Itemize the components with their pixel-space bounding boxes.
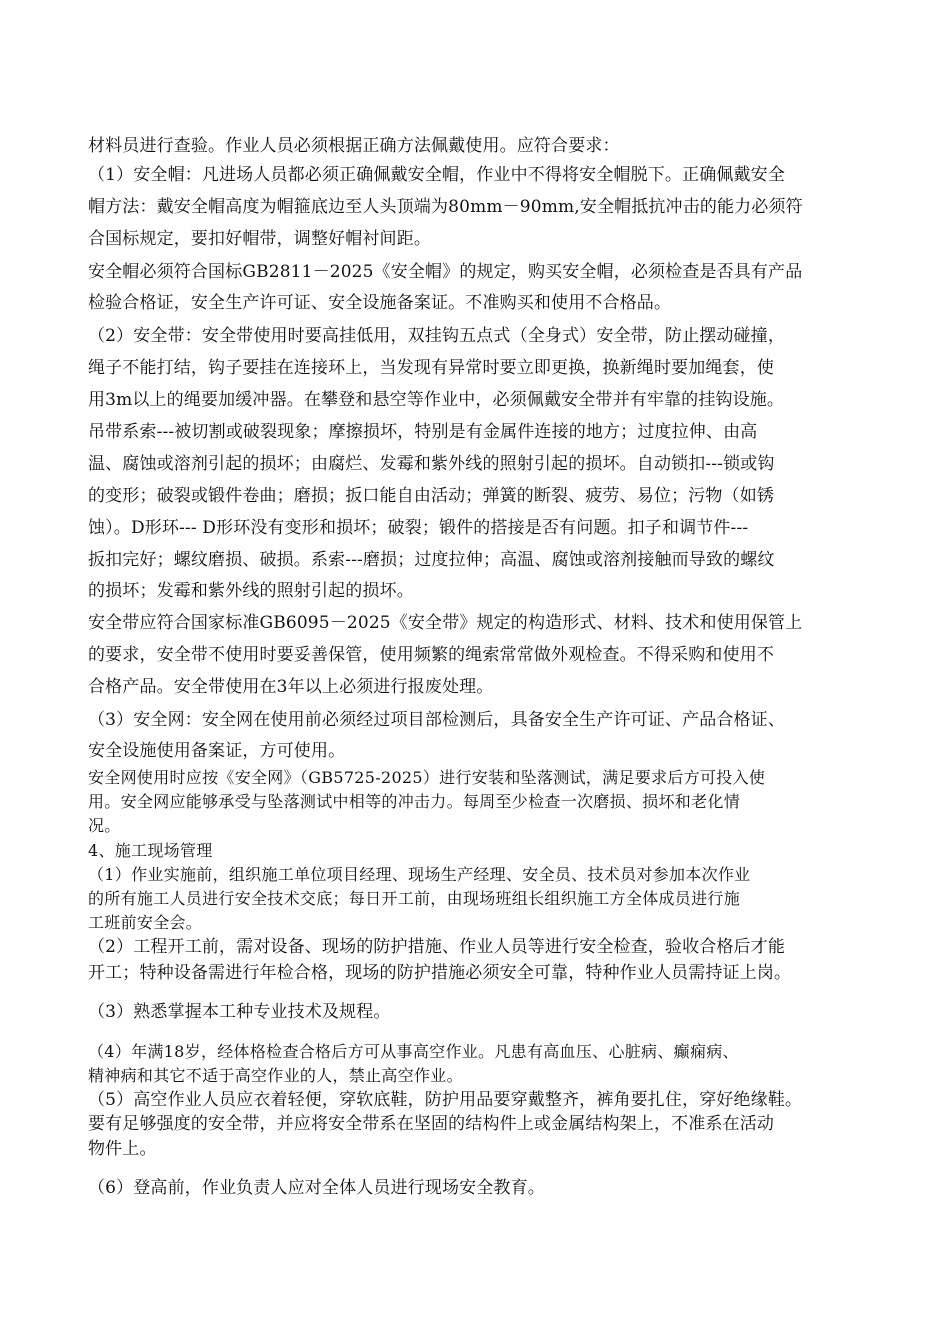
text-line: 物件上。 (88, 1139, 157, 1159)
text-line: 合格产品。安全带使用在3年以上必须进行报废处理。 (88, 677, 494, 697)
text-line: （6）登高前，作业负责人应对全体人员进行现场安全教育。 (88, 1178, 545, 1198)
text-line: 检验合格证，安全生产许可证、安全设施备案证。不准购买和使用不合格品。 (88, 293, 672, 313)
text-line: （5）高空作业人员应衣着轻便，穿软底鞋，防护用品要穿戴整齐，裤角要扎住，穿好绝缘鞋。 (88, 1090, 803, 1110)
text-line: （4）年满18岁，经体格检查合格后方可从事高空作业。凡患有高血压、心脏病、癫痫病、 (88, 1042, 739, 1061)
text-line: 要有足够强度的安全带，并应将安全带系在坚固的结构件上或金属结构架上，不准系在活动 (88, 1114, 774, 1134)
text-line: 合国标规定，要扣好帽带，调整好帽衬间距。 (88, 229, 431, 249)
text-line: 蚀）。D形环--- D形环没有变形和损坏；破裂；锻件的搭接是否有问题。扣子和调节件--- (88, 518, 749, 538)
text-line: 帽方法：戴安全帽高度为帽箍底边至人头顶端为80mm－90mm,安全帽抵抗冲击的能力必须符 (88, 197, 803, 217)
text-line: （1）作业实施前，组织施工单位项目经理、现场生产经理、安全员、技术员对参加本次作业 (88, 865, 751, 884)
text-line: 绳子不能打结，钩子要挂在连接环上，当发现有异常时要立即更换，换新绳时要加绳套，使 (88, 358, 774, 378)
text-line: 工班前安全会。 (88, 913, 203, 932)
text-line: （2）工程开工前，需对设备、现场的防护措施、作业人员等进行安全检查，验收合格后才能 (88, 937, 785, 957)
section-heading: 4、施工现场管理 (88, 841, 213, 860)
text-line: 温、腐蚀或溶剂引起的损坏；由腐烂、发霉和紫外线的照射引起的损坏。自动锁扣---锁或钩 (88, 454, 775, 474)
text-line: 吊带系索---被切割或破裂现象；摩擦损坏，特别是有金属件连接的地方；过度拉伸、由高 (88, 422, 758, 442)
text-line: 的损坏；发霉和紫外线的照射引起的损坏。 (88, 581, 414, 601)
text-line: （3）熟悉掌握本工种专业技术及规程。 (88, 1002, 391, 1022)
text-line: （3）安全网：安全网在使用前必须经过项目部检测后，具备安全生产许可证、产品合格证、 (88, 710, 785, 730)
text-line: 的要求，安全带不使用时要妥善保管，使用频繁的绳索常常做外观检查。不得采购和使用不 (88, 645, 774, 665)
text-line: 开工；特种设备需进行年检合格，现场的防护措施必须安全可靠，特种作业人员需持证上岗。 (88, 963, 792, 983)
text-line: 精神病和其它不适于高空作业的人，禁止高空作业。 (88, 1066, 463, 1085)
text-line: 安全带应符合国家标准GB6095－2025《安全带》规定的构造形式、材料、技术和使用保管上 (88, 613, 803, 633)
text-line: 安全网使用时应按《安全网》（GB5725-2025）进行安装和坠落测试，满足要求后方可投入使 (88, 768, 766, 787)
text-line: 用。安全网应能够承受与坠落测试中相等的冲击力。每周至少检查一次磨损、损坏和老化情 (88, 792, 741, 811)
text-line: 用3m以上的绳要加缓冲器。在攀登和悬空等作业中，必须佩戴安全带并有牢靠的挂钩设施。 (88, 390, 785, 410)
text-line: 况。 (88, 816, 121, 835)
text-line: （2）安全带：安全带使用时要高挂低用，双挂钩五点式（全身式）安全带，防止摆动碰撞， (88, 326, 785, 346)
text-line: 材料员进行查验。作业人员必须根据正确方法佩戴使用。应符合要求： (88, 136, 620, 156)
text-line: 安全帽必须符合国标GB2811－2025《安全帽》的规定，购买安全帽，必须检查是否具有产品 (88, 262, 803, 282)
text-line: （1）安全帽：凡进场人员都必须正确佩戴安全帽，作业中不得将安全帽脱下。正确佩戴安全 (88, 165, 785, 185)
text-line: 安全设施使用备案证，方可使用。 (88, 741, 346, 761)
text-line: 的所有施工人员进行安全技术交底；每日开工前，由现场班组长组织施工方全体成员进行施 (88, 889, 741, 908)
text-line: 扳扣完好；螺纹磨损、破损。系索---磨损；过度拉伸；高温、腐蚀或溶剂接触而导致的螺纹 (88, 550, 775, 570)
text-line: 的变形；破裂或锻件卷曲；磨损；扳口能自由活动；弹簧的断裂、疲劳、易位；污物（如锈 (88, 486, 774, 506)
